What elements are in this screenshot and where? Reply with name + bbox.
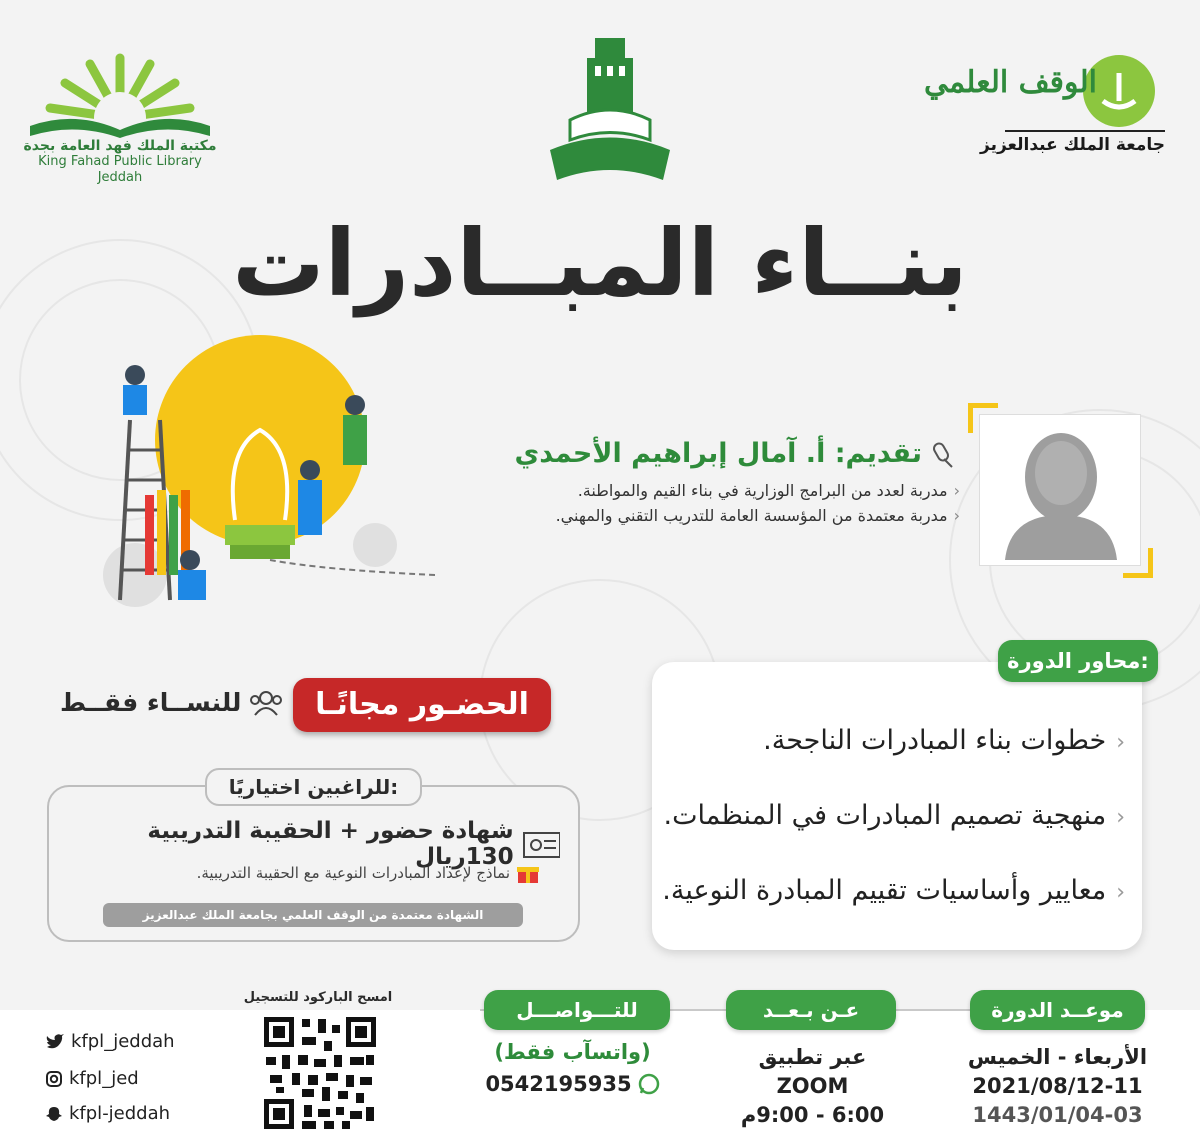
schedule-hijri: 1443/01/04-03	[972, 1103, 1143, 1127]
presenter-name: تقديم: أ. آمال إبراهيم الأحمدي	[514, 438, 922, 469]
certificate-note: الشهادة معتمدة من الوقف العلمي بجامعة الملك عبدالعزيز	[103, 903, 523, 927]
instagram-icon	[45, 1070, 63, 1088]
axis-item-1: ‹خطوات بناء المبادرات الناجحة.	[763, 725, 1125, 756]
library-name-en: King Fahad Public Library Jeddah	[38, 154, 202, 185]
contact-label: للتـــواصـــل	[484, 990, 670, 1030]
social-twitter[interactable]: kfpl_jeddah	[45, 1031, 175, 1052]
axis-item-3: ‹معايير وأساسيات تقييم المبادرة النوعية.	[662, 875, 1125, 906]
women-only-note: للنســاء فقــط	[60, 688, 290, 717]
free-attendance-badge: الحضـور مجانًـا	[293, 678, 551, 732]
qr-code[interactable]	[262, 1015, 378, 1131]
group-icon	[249, 689, 283, 717]
social-snapchat[interactable]: kfpl-jeddah	[45, 1103, 170, 1124]
person-silhouette-icon	[980, 415, 1142, 567]
optional-line-2: نماذج لإعداد المبادرات النوعية مع الحقيبة التدريبية.	[60, 861, 540, 885]
twitter-icon	[45, 1033, 65, 1051]
certificate-icon	[522, 829, 560, 859]
qr-label: امسح الباركود للتسجيل	[243, 990, 393, 1005]
chevron-left-icon: ‹	[1116, 730, 1125, 755]
remote-time: 6:00 - 9:00م	[740, 1103, 885, 1127]
schedule-gregorian: 2021/08/12-11	[972, 1074, 1143, 1098]
schedule-days: الأربعاء - الخميس	[967, 1045, 1148, 1069]
snapchat-icon	[45, 1105, 63, 1123]
gift-icon	[516, 861, 540, 885]
contact-note: (واتسآب فقط)	[494, 1040, 651, 1064]
remote-label: عـن بـعــد	[726, 990, 896, 1030]
library-name-ar: مكتبة الملك فهد العامة بجدة	[23, 138, 217, 154]
library-logo-mark	[20, 38, 220, 138]
lightbulb-illustration	[85, 330, 435, 620]
library-logo	[20, 38, 220, 185]
presenter-bio-1: ‹مدربة لعدد من البرامج الوزارية في بناء القيم والمواطنة.	[577, 481, 960, 500]
microphone-icon	[930, 439, 960, 469]
waqf-logo	[923, 55, 1185, 165]
chevron-left-icon: ‹	[953, 506, 960, 525]
waqf-title: الوقف العلمي	[923, 65, 1097, 100]
schedule-label: موعــد الدورة	[970, 990, 1145, 1030]
presenter-bio-2: ‹مدربة معتمدة من المؤسسة العامة للتدريب التقني والمهني.	[555, 506, 960, 525]
university-crest-logo	[545, 30, 675, 190]
course-axes-label: محاور الدورة:	[998, 640, 1158, 682]
chevron-left-icon: ‹	[1116, 880, 1125, 905]
page-title: بنــاء المبــادرات	[232, 210, 968, 317]
presenter-block	[460, 438, 960, 525]
waqf-university-name: جامعة الملك عبدالعزيز	[980, 135, 1165, 155]
optional-label: للراغبين اختياريًا:	[205, 768, 422, 806]
axis-item-2: ‹منهجية تصميم المبادرات في المنظمات.	[663, 800, 1125, 831]
remote-zoom: ZOOM	[776, 1074, 849, 1098]
chevron-left-icon: ‹	[953, 481, 960, 500]
contact-phone-row	[470, 1072, 675, 1096]
remote-app: عبر تطبيق	[758, 1045, 867, 1069]
chevron-left-icon: ‹	[1116, 805, 1125, 830]
optional-line-1: شهادة حضور + الحقيبة التدريبية 130ريال	[60, 818, 560, 870]
social-instagram[interactable]: kfpl_jed	[45, 1068, 139, 1089]
whatsapp-icon	[638, 1073, 660, 1095]
presenter-photo-frame	[968, 403, 1153, 578]
avatar	[979, 414, 1141, 566]
contact-phone[interactable]: 0542195935	[485, 1072, 632, 1096]
